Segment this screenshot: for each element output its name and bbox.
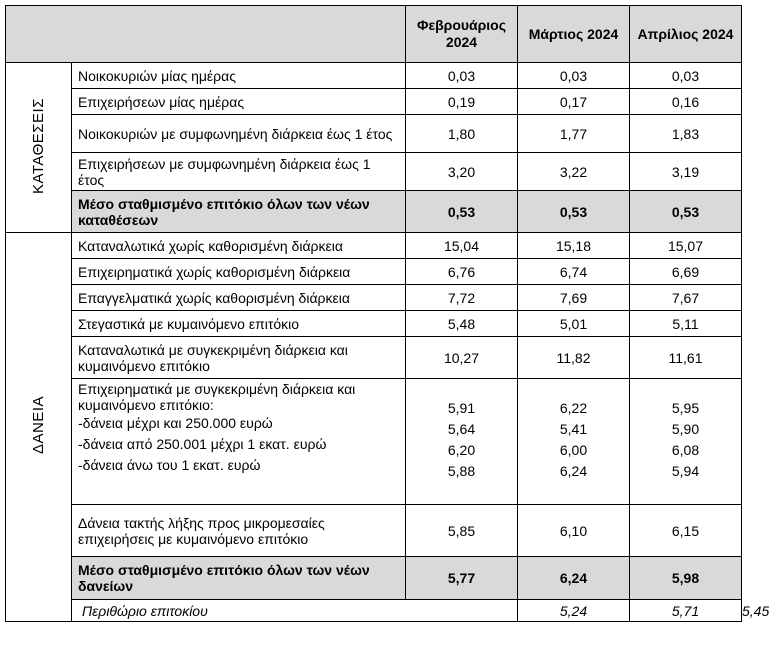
value-cell: 6,24 — [559, 463, 588, 479]
value-cell: 1,80 — [406, 115, 518, 153]
header-april-2024: Απρίλιος 2024 — [630, 6, 742, 63]
row-label: Επιχειρήσεων με συμφωνημένη διάρκεια έως 1 έτος — [72, 153, 406, 191]
value-cell: 3,20 — [406, 153, 518, 191]
value-cell: 5,77 — [406, 557, 518, 600]
table-row — [6, 115, 742, 153]
value-cell: 15,04 — [406, 233, 518, 259]
row-label: Νοικοκυριών μίας ημέρας — [72, 63, 406, 89]
value-cell: 0,17 — [518, 89, 630, 115]
header-row — [6, 6, 742, 63]
business-loans-feb-cell — [406, 379, 518, 505]
value-cell: 6,22 — [559, 400, 588, 416]
value-cell: 5,71 — [630, 600, 742, 622]
table-row — [6, 233, 742, 259]
business-loans-apr-cell — [630, 379, 742, 505]
sub-row-label: -δάνεια από 250.001 μέχρι 1 εκατ. ευρώ — [78, 436, 327, 452]
value-cell: 15,18 — [518, 233, 630, 259]
value-cell: 0,03 — [406, 63, 518, 89]
table-row — [6, 337, 742, 379]
row-label: Επιχειρηματικά χωρίς καθορισμένη διάρκεια — [72, 259, 406, 285]
value-cell: 5,88 — [447, 463, 476, 479]
deposits-section-label: ΚΑΤΑΘΕΣΕΙΣ — [6, 63, 72, 233]
value-cell: 3,19 — [630, 153, 742, 191]
value-cell: 1,77 — [518, 115, 630, 153]
value-cell: 0,03 — [630, 63, 742, 89]
loans-section-label: ΔΑΝΕΙΑ — [6, 233, 72, 622]
table-row — [6, 311, 742, 337]
value-cell: 5,85 — [406, 505, 518, 557]
table-row — [6, 89, 742, 115]
value-cell: 6,24 — [518, 557, 630, 600]
value-cell: 3,22 — [518, 153, 630, 191]
header-blank-cell — [6, 6, 406, 63]
row-label: Νοικοκυριών με συμφωνημένη διάρκεια έως 1 έτος — [72, 115, 406, 153]
value-cell: 5,41 — [559, 421, 588, 437]
value-cell: 5,24 — [518, 600, 630, 622]
value-cell: 6,15 — [630, 505, 742, 557]
table-row — [6, 285, 742, 311]
business-loans-row — [6, 379, 742, 505]
value-cell: 7,69 — [518, 285, 630, 311]
sub-row-label: -δάνεια άνω του 1 εκατ. ευρώ — [78, 457, 261, 473]
value-cell: 5,11 — [630, 311, 742, 337]
value-cell: 5,94 — [671, 463, 700, 479]
loans-average-row — [6, 557, 742, 600]
row-label: Περιθώριο επιτοκίου — [72, 600, 518, 622]
row-label: Μέσο σταθμισμένο επιτόκιο όλων των νέων δανείων — [72, 557, 406, 600]
value-cell: 6,74 — [518, 259, 630, 285]
value-cell: 0,53 — [518, 191, 630, 233]
value-cell: 0,19 — [406, 89, 518, 115]
value-cell: 5,64 — [447, 421, 476, 437]
interest-rates-table — [5, 5, 769, 622]
value-cell: 5,95 — [671, 400, 700, 416]
interest-margin-row: Περιθώριο επιτοκίου 5,24 5,71 5,45 — [6, 600, 742, 622]
row-label: Επαγγελματικά χωρίς καθορισμένη διάρκεια — [72, 285, 406, 311]
value-cell: 6,08 — [671, 442, 700, 458]
value-cell: 0,53 — [406, 191, 518, 233]
value-cell: 0,53 — [630, 191, 742, 233]
table-row — [6, 63, 742, 89]
deposits-average-row — [6, 191, 742, 233]
value-cell: 6,00 — [559, 442, 588, 458]
header-march-2024: Μάρτιος 2024 — [518, 6, 630, 63]
value-cell: 5,91 — [447, 400, 476, 416]
value-cell: 6,10 — [518, 505, 630, 557]
value-cell: 7,67 — [630, 285, 742, 311]
table-row — [6, 259, 742, 285]
table-row — [6, 505, 742, 557]
business-loans-label: Επιχειρηματικά με συγκεκριμένη διάρκεια και κυμαινόμενο επιτόκιο: — [78, 381, 356, 413]
business-loans-mar-cell — [518, 379, 630, 505]
business-loans-label-cell — [72, 379, 406, 505]
value-cell: 6,76 — [406, 259, 518, 285]
row-label: Στεγαστικά με κυμαινόμενο επιτόκιο — [72, 311, 406, 337]
row-label: Δάνεια τακτής λήξης προς μικρομεσαίες επιχειρήσεις με κυμαινόμενο επιτόκιο — [72, 505, 406, 557]
row-label: Επιχειρήσεων μίας ημέρας — [72, 89, 406, 115]
value-cell: 6,20 — [447, 442, 476, 458]
value-cell: 5,98 — [630, 557, 742, 600]
value-cell: 5,90 — [671, 421, 700, 437]
value-cell: 15,07 — [630, 233, 742, 259]
value-cell: 6,69 — [630, 259, 742, 285]
row-label: Καταναλωτικά χωρίς καθορισμένη διάρκεια — [72, 233, 406, 259]
value-cell: 5,48 — [406, 311, 518, 337]
value-cell: 11,82 — [518, 337, 630, 379]
value-cell: 0,16 — [630, 89, 742, 115]
table-row — [6, 153, 742, 191]
value-cell: 10,27 — [406, 337, 518, 379]
value-cell: 1,83 — [630, 115, 742, 153]
header-february-2024: Φεβρουάριος 2024 — [406, 6, 518, 63]
value-cell: 0,03 — [518, 63, 630, 89]
value-cell: 7,72 — [406, 285, 518, 311]
value-cell: 5,01 — [518, 311, 630, 337]
value-cell: 11,61 — [630, 337, 742, 379]
sub-row-label: -δάνεια μέχρι και 250.000 ευρώ — [78, 415, 273, 431]
row-label: Μέσο σταθμισμένο επιτόκιο όλων των νέων καταθέσεων — [72, 191, 406, 233]
row-label: Καταναλωτικά με συγκεκριμένη διάρκεια και κυμαινόμενο επιτόκιο — [72, 337, 406, 379]
